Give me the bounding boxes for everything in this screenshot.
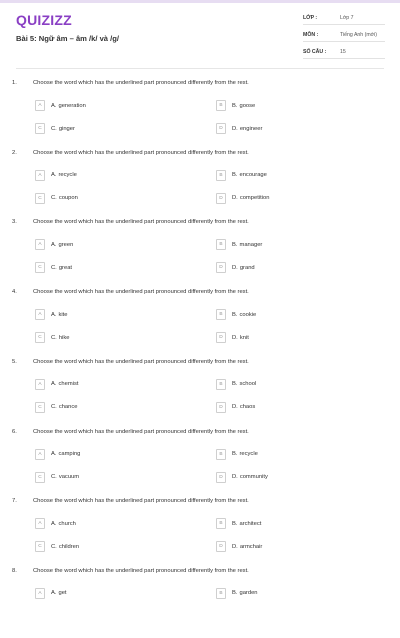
option-prefix: C. [51, 334, 57, 341]
answer-option-b[interactable] [216, 170, 267, 181]
question-number: 5. [12, 358, 17, 365]
option-text-wrap [232, 103, 255, 109]
option-prefix: D. [232, 404, 238, 411]
option-prefix: C. [51, 125, 57, 132]
option-letter-box: B [216, 309, 226, 320]
question-number: 7. [12, 498, 17, 505]
option-letter-box: C [35, 541, 45, 552]
option-letter-box: D [216, 123, 226, 134]
option-letter-box: A [35, 588, 45, 599]
option-text-wrap [51, 195, 78, 201]
option-prefix: A. [51, 311, 57, 318]
option-text-wrap [232, 312, 256, 318]
answer-option-b[interactable] [216, 379, 256, 390]
option-letter-box: A [35, 518, 45, 529]
option-word: great [58, 264, 73, 271]
answer-option-d[interactable] [216, 541, 262, 552]
answer-option-c[interactable] [35, 332, 69, 343]
option-letter-box: A [35, 309, 45, 320]
option-text-wrap [51, 590, 67, 596]
question-stem: Choose the word which has the underlined part pronounced differently from the rest. [33, 149, 249, 156]
option-word: coupon [58, 195, 78, 202]
meta-row-class [303, 12, 385, 25]
option-letter-box: C [35, 262, 45, 273]
option-word: generation [58, 102, 86, 109]
option-text-wrap [232, 451, 258, 457]
option-word: church [58, 520, 76, 527]
option-word: green [58, 241, 74, 248]
question-number: 2. [12, 149, 17, 156]
option-letter-box: D [216, 332, 226, 343]
answer-option-d[interactable] [216, 402, 255, 413]
question-number: 8. [12, 567, 17, 574]
question-stem: Choose the word which has the underlined part pronounced differently from the rest. [33, 219, 249, 226]
option-prefix: B. [232, 172, 238, 179]
option-text-wrap [51, 544, 79, 550]
option-text-wrap [232, 381, 256, 387]
option-text-wrap [51, 312, 68, 318]
option-text-wrap [51, 242, 73, 248]
option-letter-box: D [216, 541, 226, 552]
option-text-wrap [232, 521, 261, 527]
question-number: 1. [12, 80, 17, 86]
option-word: school [239, 381, 257, 388]
option-letter-box: B [216, 518, 226, 529]
option-prefix: C. [51, 404, 57, 411]
option-text-wrap [232, 242, 262, 248]
option-text-wrap [232, 335, 249, 341]
question-stem: Choose the word which has the underlined part pronounced differently from the rest. [33, 80, 249, 86]
answer-option-d[interactable] [216, 332, 249, 343]
option-word: goose [239, 102, 256, 109]
option-letter-box: A [35, 170, 45, 181]
question-stem: Choose the word which has the underlined part pronounced differently from the rest. [33, 428, 249, 435]
meta-label-count: SỐ CÂU : [303, 49, 327, 55]
header-divider [16, 68, 384, 69]
top-accent-bar [0, 0, 400, 3]
option-letter-box: B [216, 379, 226, 390]
answer-option-d[interactable] [216, 193, 269, 204]
option-prefix: A. [51, 172, 57, 179]
meta-row-subject [303, 29, 385, 42]
worksheet-meta [303, 12, 385, 63]
option-text-wrap [232, 195, 269, 201]
question-stem: Choose the word which has the underlined part pronounced differently from the rest. [33, 358, 249, 365]
question-number: 4. [12, 289, 17, 296]
answer-option-c[interactable] [35, 123, 75, 134]
option-prefix: D. [232, 125, 238, 132]
question-4 [0, 289, 400, 359]
answer-option-c[interactable] [35, 262, 72, 273]
option-word: camping [58, 451, 81, 457]
option-letter-box: A [35, 100, 45, 111]
option-prefix: B. [232, 590, 238, 597]
option-prefix: A. [51, 451, 57, 457]
option-letter-box: B [216, 239, 226, 250]
option-text-wrap [51, 172, 77, 178]
option-prefix: B. [232, 241, 238, 248]
option-prefix: D. [232, 264, 238, 271]
option-letter-box: D [216, 193, 226, 204]
quizizz-logo: QUIZIZZ [16, 12, 72, 28]
option-prefix: D. [232, 334, 238, 341]
option-letter-box: A [35, 239, 45, 250]
meta-value-class: Lớp 7 [340, 15, 354, 21]
question-6 [0, 429, 400, 499]
question-number: 6. [12, 428, 17, 435]
option-word: kite [58, 311, 68, 318]
question-3 [0, 219, 400, 289]
option-prefix: A. [51, 520, 57, 527]
option-text-wrap [232, 590, 258, 596]
question-7 [0, 498, 400, 568]
option-prefix: B. [232, 451, 238, 457]
answer-option-a[interactable] [35, 379, 78, 390]
option-word: children [58, 543, 80, 550]
answer-option-d[interactable] [216, 123, 262, 134]
answer-option-a[interactable] [35, 239, 73, 250]
answer-option-b[interactable] [216, 518, 261, 529]
question-stem: Choose the word which has the underlined part pronounced differently from the rest. [33, 498, 249, 505]
option-text-wrap [232, 544, 262, 550]
option-text-wrap [51, 103, 86, 109]
answer-option-a[interactable] [35, 309, 68, 320]
option-letter-box: B [216, 588, 226, 599]
option-letter-box: A [35, 449, 45, 460]
option-word: recycle [58, 172, 77, 179]
question-5 [0, 359, 400, 429]
option-prefix: C. [51, 543, 57, 550]
option-word: get [58, 590, 67, 597]
answer-option-c[interactable] [35, 472, 79, 483]
option-text-wrap [51, 126, 75, 132]
option-word: chaos [239, 404, 256, 411]
option-word: manager [239, 241, 263, 248]
answer-option-b[interactable] [216, 588, 258, 599]
option-word: hike [58, 334, 70, 341]
question-number: 3. [12, 219, 17, 226]
answer-option-b[interactable] [216, 309, 256, 320]
option-letter-box: C [35, 193, 45, 204]
answer-option-b[interactable] [216, 449, 258, 460]
option-text-wrap [232, 126, 262, 132]
option-text-wrap [51, 335, 69, 341]
option-letter-box: D [216, 262, 226, 273]
answer-option-a[interactable] [35, 100, 86, 111]
option-letter-box: B [216, 170, 226, 181]
option-prefix: A. [51, 102, 57, 109]
option-text-wrap [51, 451, 80, 457]
meta-label-subject: MÔN : [303, 32, 319, 38]
answer-option-b[interactable] [216, 239, 262, 250]
option-prefix: B. [232, 311, 238, 318]
answer-option-c[interactable] [35, 402, 78, 413]
option-text-wrap [232, 265, 255, 271]
question-2 [0, 150, 400, 220]
option-word: competition [239, 195, 270, 202]
option-prefix: B. [232, 102, 238, 109]
option-text-wrap [51, 474, 79, 480]
answer-option-d[interactable] [216, 262, 255, 273]
answer-option-a[interactable] [35, 449, 80, 460]
option-prefix: C. [51, 264, 57, 271]
option-letter-box: C [35, 402, 45, 413]
option-letter-box: A [35, 379, 45, 390]
option-letter-box: C [35, 332, 45, 343]
option-word: ginger [58, 125, 75, 132]
answer-option-a[interactable] [35, 588, 67, 599]
answer-option-a[interactable] [35, 170, 77, 181]
answer-option-c[interactable] [35, 541, 79, 552]
option-text-wrap [51, 381, 78, 387]
option-word: knit [239, 334, 249, 341]
option-prefix: A. [51, 590, 57, 597]
option-text-wrap [232, 172, 267, 178]
option-word: community [239, 474, 268, 480]
option-text-wrap [51, 265, 72, 271]
option-prefix: D. [232, 474, 238, 480]
option-word: encourage [239, 172, 267, 179]
option-word: vacuum [58, 474, 80, 480]
option-letter-box: D [216, 472, 226, 483]
option-prefix: B. [232, 381, 238, 388]
question-1 [0, 80, 400, 150]
option-letter-box: D [216, 402, 226, 413]
meta-label-class: LỚP : [303, 15, 318, 21]
option-word: armchair [239, 543, 263, 550]
answer-option-b[interactable] [216, 100, 255, 111]
option-prefix: A. [51, 241, 57, 248]
option-text-wrap [51, 404, 78, 410]
meta-row-count [303, 46, 385, 59]
option-text-wrap [232, 474, 268, 480]
worksheet-title: Bài 5: Ngữ âm – âm /k/ và /g/ [16, 34, 119, 43]
option-word: grand [239, 264, 255, 271]
option-word: cookie [239, 311, 257, 318]
option-word: engineer [239, 125, 263, 132]
option-word: chance [58, 404, 78, 411]
option-prefix: D. [232, 543, 238, 550]
meta-value-subject: Tiếng Anh (mới) [340, 32, 377, 38]
option-word: chemist [58, 381, 79, 388]
option-prefix: D. [232, 195, 238, 202]
option-word: garden [239, 590, 258, 597]
option-text-wrap [232, 404, 255, 410]
option-prefix: C. [51, 195, 57, 202]
option-prefix: C. [51, 474, 57, 480]
question-stem: Choose the word which has the underlined part pronounced differently from the rest. [33, 567, 249, 574]
answer-option-d[interactable] [216, 472, 268, 483]
answer-option-c[interactable] [35, 193, 78, 204]
option-prefix: B. [232, 520, 238, 527]
meta-value-count: 15 [340, 49, 346, 55]
option-letter-box: B [216, 449, 226, 460]
question-stem: Choose the word which has the underlined part pronounced differently from the rest. [33, 289, 249, 296]
answer-option-a[interactable] [35, 518, 76, 529]
option-prefix: A. [51, 381, 57, 388]
option-letter-box: C [35, 123, 45, 134]
option-letter-box: B [216, 100, 226, 111]
question-8 [0, 568, 400, 638]
option-word: recycle [239, 451, 258, 457]
option-letter-box: C [35, 472, 45, 483]
option-word: architect [239, 520, 262, 527]
option-text-wrap [51, 521, 76, 527]
